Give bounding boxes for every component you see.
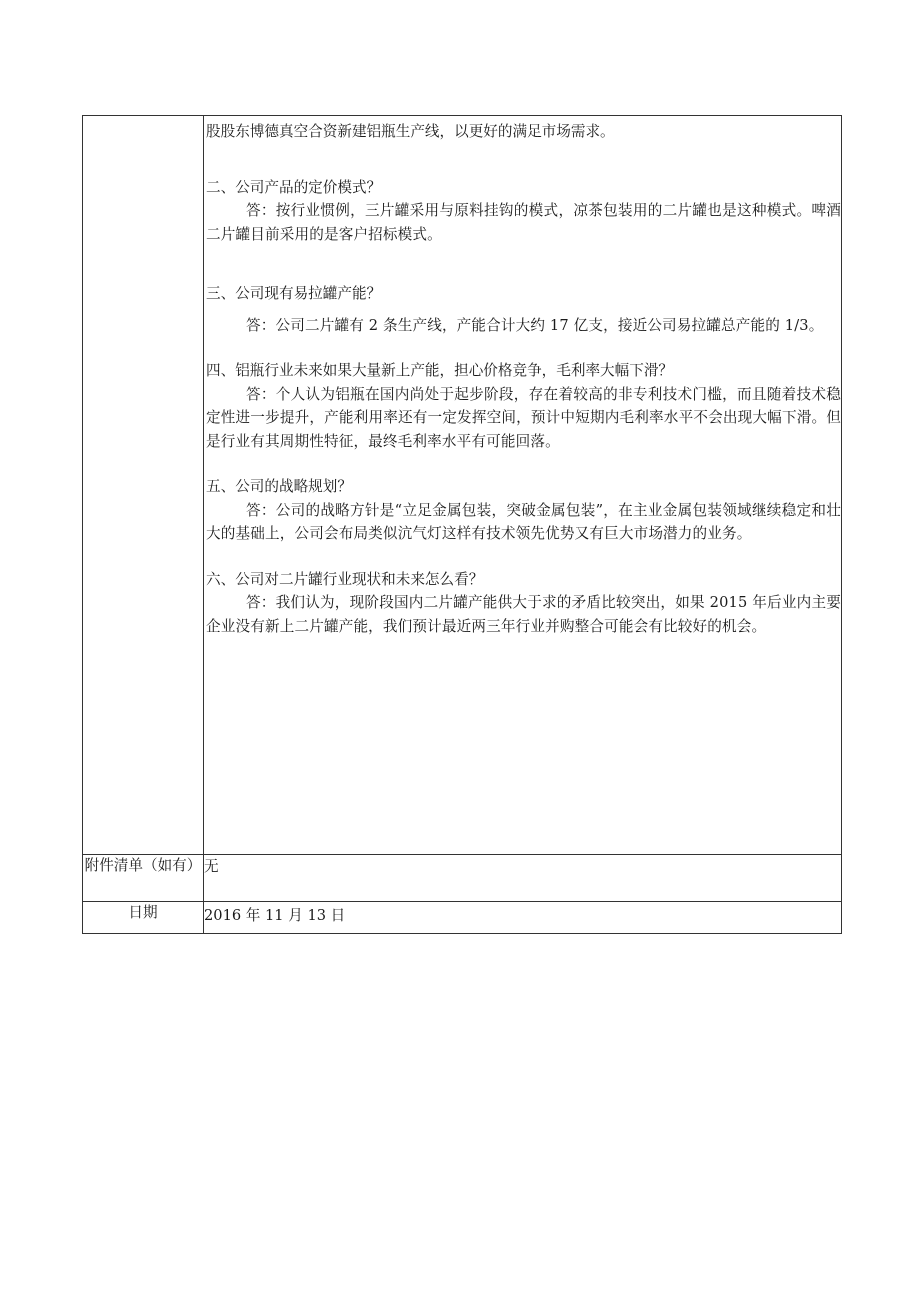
date-label: 日期 <box>83 902 204 934</box>
investor-relations-record-table <box>82 115 842 934</box>
question-6: 六、公司对二片罐行业现状和未来怎么看？ <box>206 570 484 588</box>
question-5: 五、公司的战略规划？ <box>206 478 352 495</box>
date-value: 2016 年 11 月 13 日 <box>204 902 842 934</box>
content-row <box>83 116 842 855</box>
attachments-row <box>83 855 842 902</box>
attachments-value: 无 <box>204 855 842 902</box>
question-3: 三、公司现有易拉罐产能？ <box>206 285 382 302</box>
question-2: 二、公司产品的定价模式？ <box>206 178 382 196</box>
content-cell <box>204 116 842 855</box>
question-4: 四、铝瓶行业未来如果大量新上产能，担心价格竞争，毛利率大幅下滑？ <box>206 362 674 379</box>
date-row <box>83 902 842 934</box>
attachments-label: 附件清单（如有） <box>83 855 204 902</box>
intro-line: 股股东博德真空合资新建铝瓶生产线，以更好的满足市场需求。 <box>206 123 615 140</box>
answer-2: 答：按行业惯例，三片罐采用与原料挂钩的模式，凉茶包装用的二片罐也是这种模式。啤酒二片罐目前采用的是客户招标模式。 <box>206 202 841 243</box>
answer-5: 答：公司的战略方针是“立足金属包装，突破金属包装”，在主业金属包装领域继续稳定和壮大的基础上，公司会布局类似沆气灯这样有技术领先优势又有巨大市场潜力的业务。 <box>206 501 841 542</box>
answer-3: 答：公司二片罐有 2 条生产线，产能合计大约 17 亿支，接近公司易拉罐总产能的 1/3。 <box>246 316 824 334</box>
content-label-cell <box>83 116 204 855</box>
answer-6: 答：我们认为，现阶段国内二片罐产能供大于求的矛盾比较突出，如果 2015 年后业内主要企业没有新上二片罐产能，我们预计最近两三年行业并购整合可能会有比较好的机会。 <box>206 594 841 635</box>
answer-4: 答：个人认为铝瓶在国内尚处于起步阶段，存在着较高的非专利技术门槛，而且随着技术稳定性进一步提升，产能利用率还有一定发挥空间，预计中短期内毛利率水平不会出现大幅下滑。但是行业有其周期性特征，最终毛利率水平有可能回落。 <box>206 385 841 450</box>
qa-content <box>204 116 841 854</box>
